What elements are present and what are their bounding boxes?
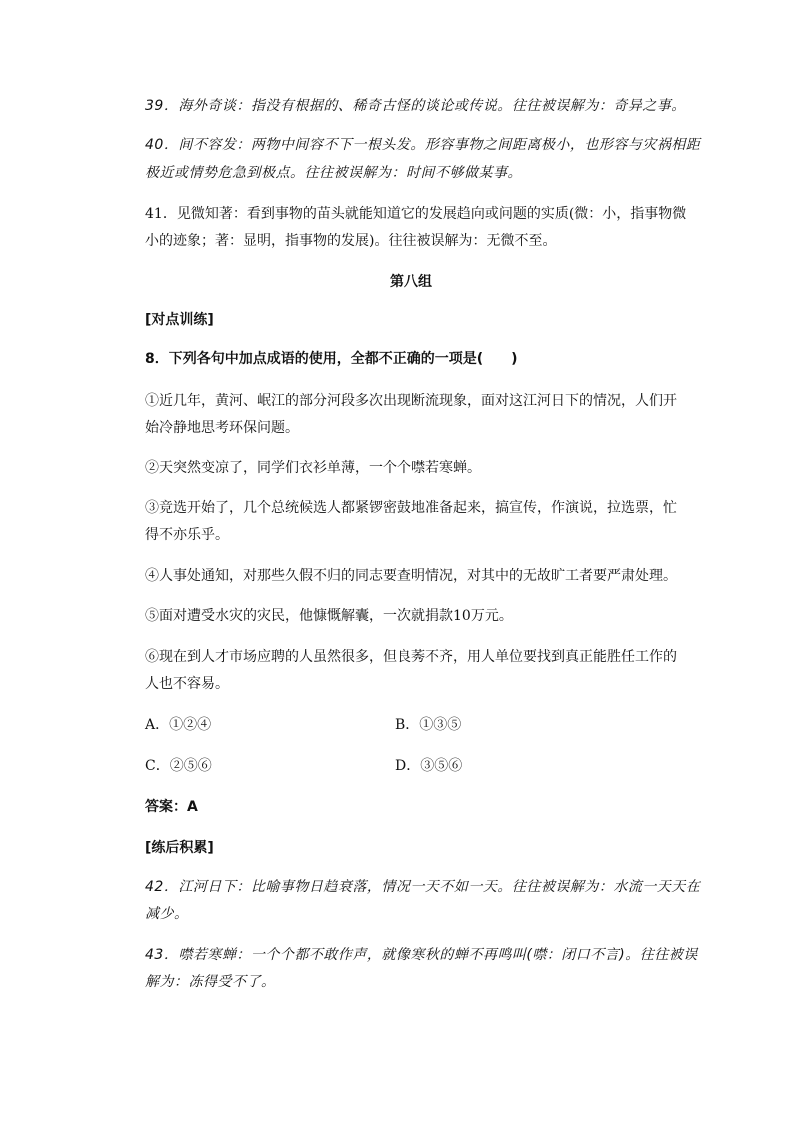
sentence-1-line-1: ①近几年，黄河、岷江的部分河段多次出现断流现象，面对这江河日下的情况，人们开 bbox=[145, 393, 677, 409]
group-title: 第八组 bbox=[390, 274, 432, 290]
item-40-line-1: 40．间不容发：两物中间容不下一根头发。形容事物之间距离极小，也形容与灾祸相距 bbox=[145, 137, 701, 153]
item-41-line-2: 小的迹象；著：显明，指事物的发展)。往往被误解为：无微不至。 bbox=[145, 233, 557, 249]
sentence-3-line-2: 得不亦乐乎。 bbox=[145, 527, 229, 543]
sentence-5: ⑤面对遭受水灾的灾民，他慷慨解囊，一次就捐款10万元。 bbox=[145, 608, 513, 624]
item-40-line-2: 极近或情势危急到极点。往往被误解为：时间不够做某事。 bbox=[145, 165, 522, 181]
accumulate-label: [练后积累] bbox=[145, 840, 214, 856]
sentence-1-line-2: 始冷静地思考环保问题。 bbox=[145, 420, 299, 436]
item-42-line-2: 减少。 bbox=[145, 906, 189, 922]
option-a: A．①②④ bbox=[145, 717, 212, 733]
sentence-4: ④人事处通知，对那些久假不归的同志要查明情况，对其中的无故旷工者要严肃处理。 bbox=[145, 568, 677, 584]
question-stem: 8．下列各句中加点成语的使用，全都不正确的一项是( ) bbox=[145, 351, 518, 367]
answer: 答案：A bbox=[145, 799, 198, 815]
sentence-3-line-1: ③竞选开始了，几个总统候选人都紧锣密鼓地准备起来，搞宣传，作演说，拉选票，忙 bbox=[145, 500, 677, 516]
item-42-line-1: 42．江河日下：比喻事物日趋衰落，情况一天不如一天。往往被误解为：水流一天天在 bbox=[145, 879, 701, 895]
item-39-line-1: 39．海外奇谈：指没有根据的、稀奇古怪的谈论或传说。往往被误解为：奇异之事。 bbox=[145, 98, 686, 114]
sentence-2: ②天突然变凉了，同学们衣衫单薄，一个个噤若寒蝉。 bbox=[145, 460, 481, 476]
option-c: C．②⑤⑥ bbox=[145, 758, 212, 774]
option-b: B．①③⑤ bbox=[395, 717, 462, 733]
item-43-line-1: 43．噤若寒蝉：一个个都不敢作声，就像寒秋的蝉不再鸣叫(噤：闭口不言)。往往被误 bbox=[145, 947, 698, 963]
item-41-line-1: 41．见微知著：看到事物的苗头就能知道它的发展趋向或问题的实质(微：小，指事物微 bbox=[145, 206, 687, 222]
option-d: D．③⑤⑥ bbox=[395, 758, 463, 774]
practice-label: [对点训练] bbox=[145, 312, 214, 328]
sentence-6-line-2: 人也不容易。 bbox=[145, 676, 229, 692]
sentence-6-line-1: ⑥现在到人才市场应聘的人虽然很多，但良莠不齐，用人单位要找到真正能胜任工作的 bbox=[145, 649, 677, 665]
item-43-line-2: 解为：冻得受不了。 bbox=[145, 974, 276, 990]
